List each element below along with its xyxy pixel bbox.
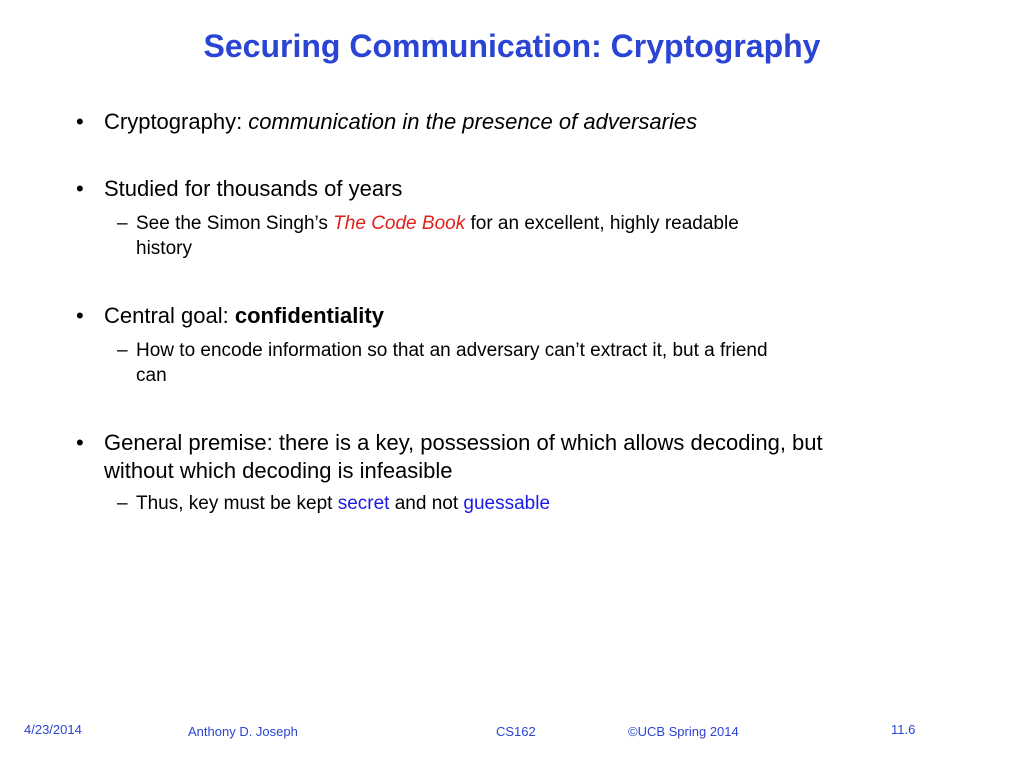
sub-bullet-text — [136, 491, 550, 516]
footer-course: CS162 — [496, 724, 536, 739]
bullet-prefix: Cryptography: — [104, 109, 249, 134]
bullet-text — [104, 108, 697, 136]
slide-title: Securing Communication: Cryptography — [203, 28, 821, 64]
bullet-marker: • — [76, 109, 84, 134]
highlight-guessable: guessable — [463, 493, 551, 514]
sub-text-after: for an excellent, highly readable — [465, 213, 739, 234]
sub-text-continuation: can — [136, 365, 167, 386]
sub-bullet-marker: – — [117, 213, 128, 234]
footer-page-number: 11.6 — [891, 722, 916, 737]
bullet-text — [104, 302, 384, 330]
bullet-strong: confidentiality — [234, 303, 384, 328]
bullet-studied — [76, 175, 976, 203]
sub-text-line1: How to encode information so that an adversary can’t extract it, but a friend — [136, 340, 768, 361]
bullet-marker: • — [76, 176, 84, 201]
bullet-marker: • — [76, 303, 84, 328]
book-title: The Code Book — [333, 213, 466, 234]
bullet-general-premise — [76, 429, 976, 485]
footer-author: Anthony D. Joseph — [188, 724, 298, 739]
footer-date: 4/23/2014 — [24, 722, 82, 737]
sub-text-middle: and not — [389, 493, 464, 514]
bullet-cryptography — [76, 108, 976, 136]
highlight-secret: secret — [337, 493, 390, 514]
bullet-central-goal — [76, 302, 976, 330]
footer-copyright: ©UCB Spring 2014 — [628, 724, 739, 739]
sub-text-continuation: history — [136, 238, 192, 259]
sub-bullet-text — [136, 338, 768, 388]
bullet-line1: General premise: there is a key, possession of which allows decoding, but — [104, 430, 823, 455]
bullet-text — [104, 429, 823, 485]
bullet-text: Studied for thousands of years — [104, 176, 403, 201]
bullet-emphasis: communication in the presence of adversaries — [248, 109, 698, 134]
sub-bullet-marker: – — [117, 340, 128, 361]
sub-text-before: Thus, key must be kept — [136, 493, 338, 514]
sub-bullet-marker: – — [117, 493, 128, 514]
bullet-prefix: Central goal: — [104, 303, 235, 328]
sub-text-before: See the Simon Singh’s — [136, 213, 334, 234]
sub-bullet-key-secret — [117, 491, 937, 516]
sub-bullet-encode — [117, 338, 957, 388]
bullet-marker: • — [76, 430, 84, 455]
sub-bullet-code-book — [117, 211, 937, 261]
bullet-line2: without which decoding is infeasible — [104, 458, 453, 483]
sub-bullet-text — [136, 211, 739, 261]
